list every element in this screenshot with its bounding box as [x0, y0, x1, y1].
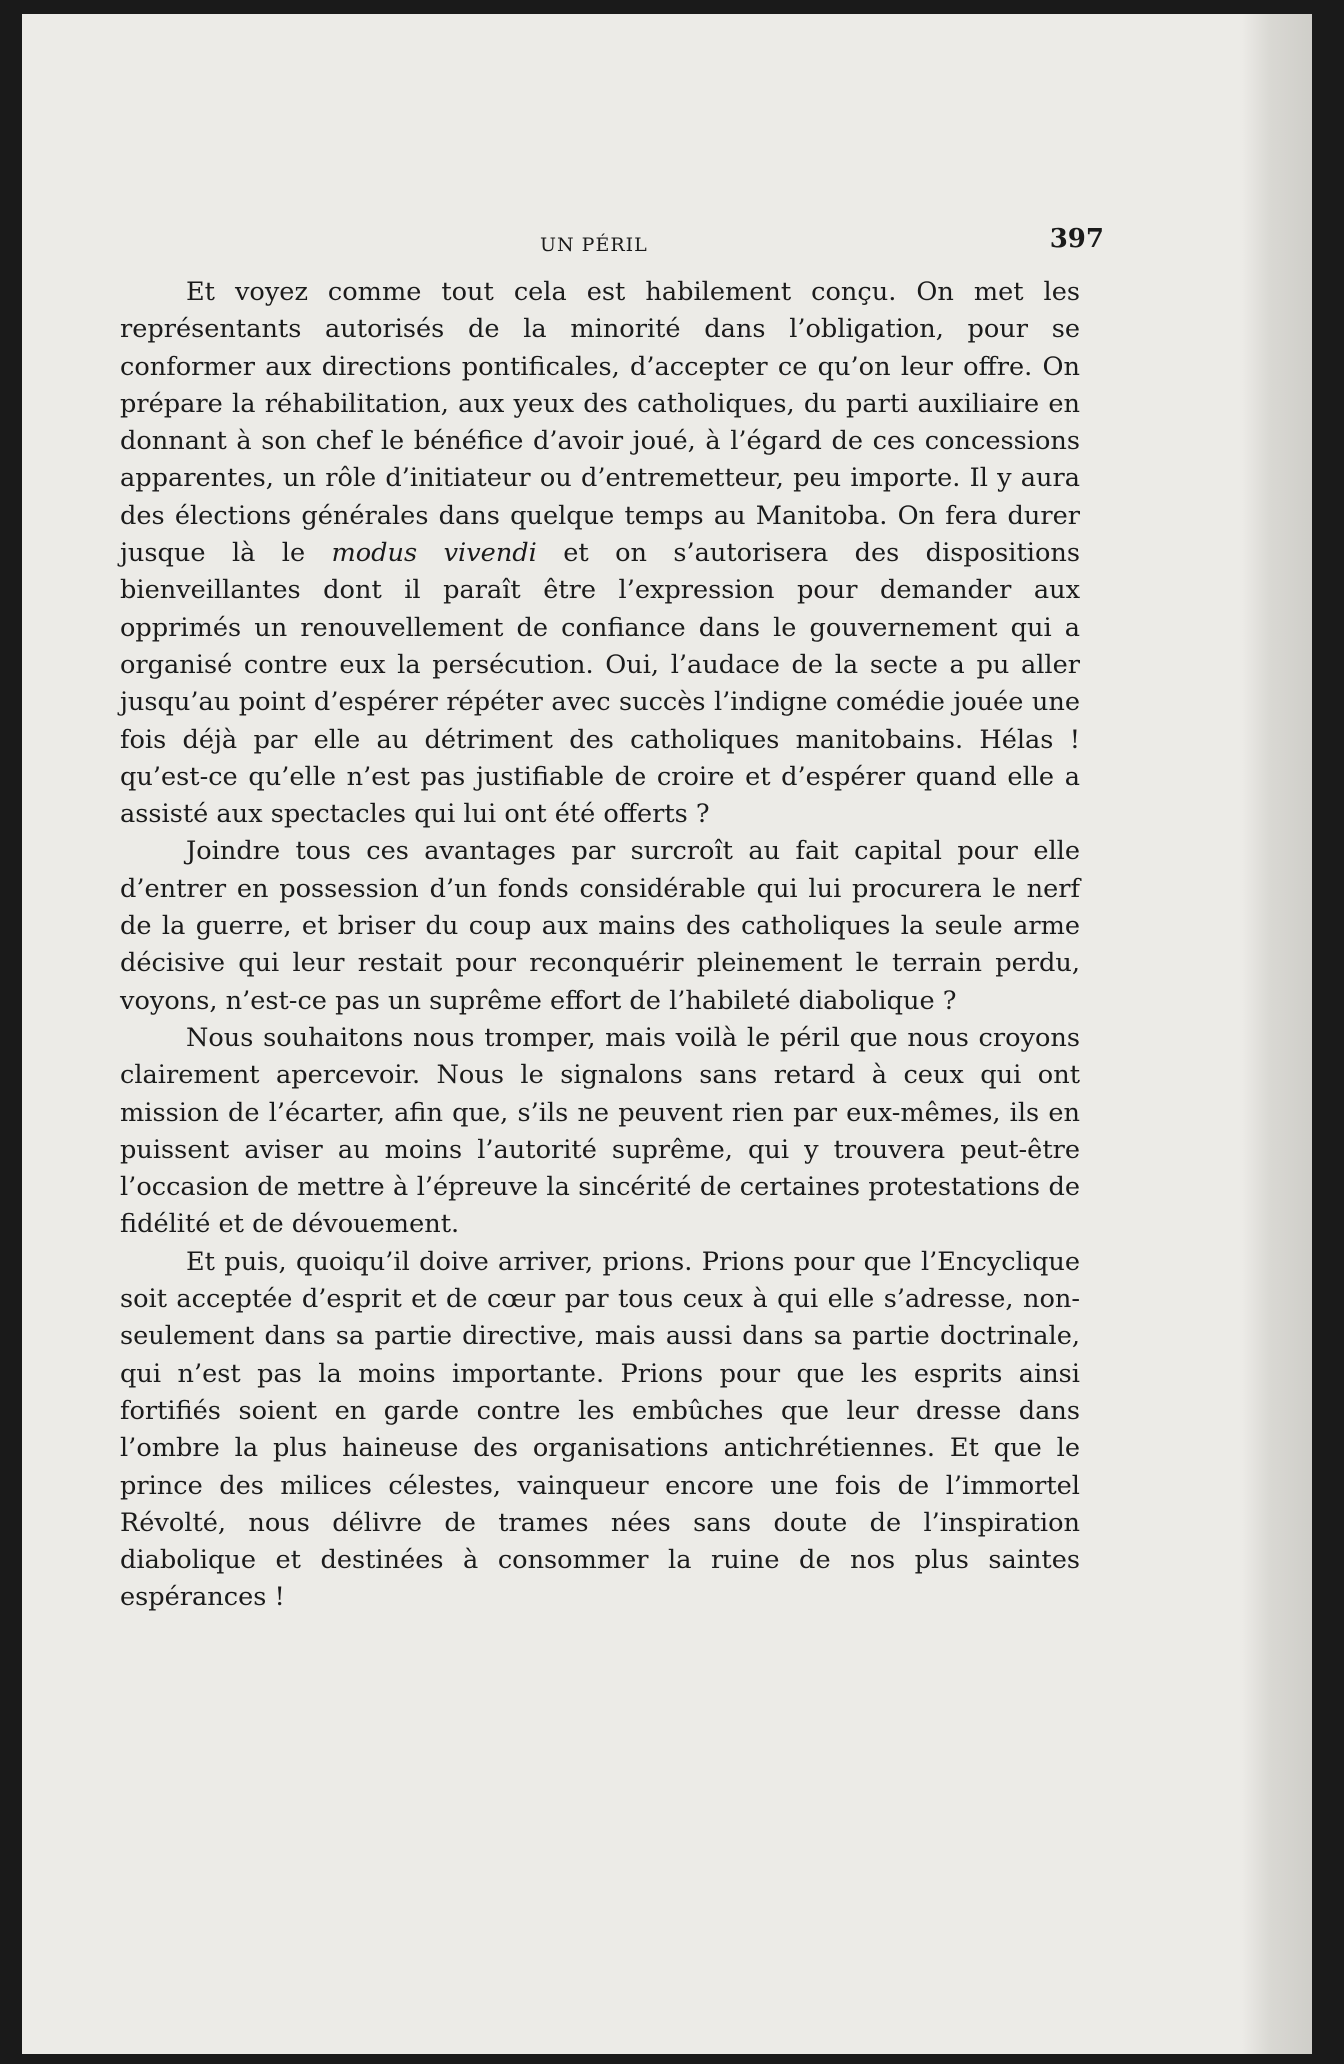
book-page — [120, 224, 1104, 1617]
paragraph-3: Nous souhaitons nous tromper, mais voilà le péril que nous croyons clairement apercevoir. Nous le signalons sans retard à ceux qui ont mission de l’écarter, afin que, s’ils ne peuvent rien par eux-mêmes, ils en puissent aviser au moins l’autorité suprême, qui y trouvera peut-être l’occasion de mettre à l’épreuve la sincérité de certaines protestations de fidélité et de dévouement. — [120, 1022, 1080, 1240]
body-text — [120, 274, 1080, 1617]
latin-phrase: modus vivendi — [331, 538, 537, 569]
paragraph-1-part-b: et on s’autorisera des dispositions bienveillantes dont il paraît être l’expression pour demander aux opprimés un renouvellement de confiance dans le gouvernement qui a organisé contre eux la persécution. Oui, l’audace de la secte a pu aller jusqu’au point d’espérer répéter avec succès l’indigne comédie jouée une fois déjà par elle au détriment des catholiques manitobains. Hélas ! qu’est-ce qu’elle n’est pas justifiable de croire et d’espérer quand elle a assisté aux spectacles qui lui ont été offerts ? — [120, 538, 1080, 830]
running-head — [120, 224, 1104, 274]
paragraph-4: Et puis, quoiqu’il doive arriver, prions. Prions pour que l’Encyclique soit acceptée d’esprit et de cœur par tous ceux à qui elle s’adresse, non-seulement dans sa partie directive, mais aussi dans sa partie doctrinale, qui n’est pas la moins importante. Prions pour que les esprits ainsi fortifiés soient en garde contre les embûches que leur dresse dans l’ombre la plus haineuse des organisations antichrétiennes. Et que le prince des milices célestes, vainqueur encore une fois de l’immortel Révolté, nous délivre de trames nées sans doute de l’inspiration diabolique et destinées à consommer la ruine de nos plus saintes espérances ! — [120, 1246, 1080, 1613]
paragraph-1 — [120, 274, 1080, 833]
paragraph-2: Joindre tous ces avantages par surcroît au fait capital pour elle d’entrer en possession d’un fonds considérable qui lui procurera le nerf de la guerre, et briser du coup aux mains des catholiques la seule arme décisive qui leur restait pour reconquérir pleinement le terrain perdu, voyons, n’est-ce pas un suprême effort de l’habileté diabolique ? — [120, 836, 1080, 1016]
scanned-page — [22, 14, 1312, 2054]
page-number: 397 — [1049, 224, 1104, 254]
paragraph-1-part-a: Et voyez comme tout cela est habilement conçu. On met les représentants autorisés de la minorité dans l’obligation, pour se conformer aux directions pontificales, d’accepter ce qu’on leur offre. On prépare la réhabilitation, aux yeux des catholiques, du parti auxiliaire en donnant à son chef le bénéfice d’avoir joué, à l’égard de ces concessions apparentes, un rôle d’initiateur ou d’entremetteur, peu importe. Il y aura des élections générales dans quelque temps au Manitoba. On fera durer jusque là le — [120, 277, 1080, 569]
running-title: UN PÉRIL — [540, 234, 648, 256]
